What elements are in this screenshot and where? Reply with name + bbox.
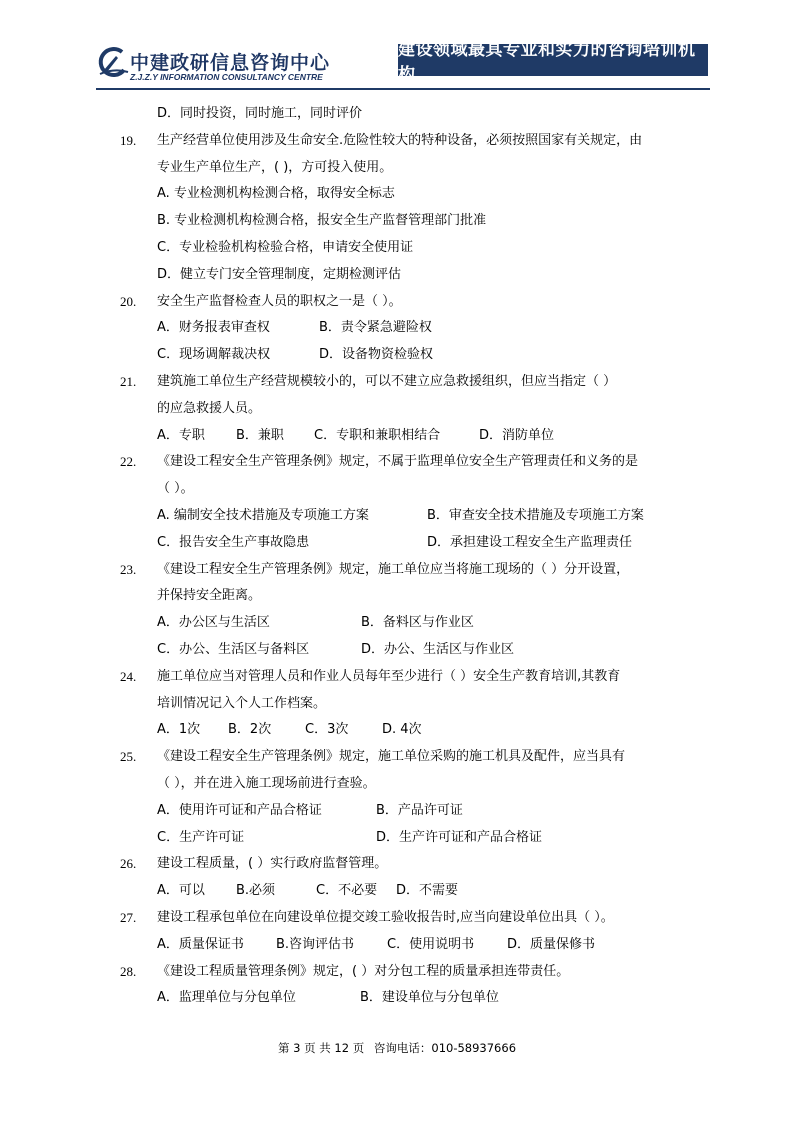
options-line [120, 503, 720, 530]
question-number: 26. [120, 856, 137, 872]
question-number: 19. [120, 132, 137, 148]
answer-option: C．使用说明书 [387, 936, 475, 952]
question-text: 安全生产监督检查人员的职权之一是（ ）。 [157, 293, 402, 309]
answer-option: D. 4次 [382, 722, 422, 738]
answer-option: A．质量保证书 [157, 936, 244, 952]
question-text: 施工单位应当对管理人员和作业人员每年至少进行（ ）安全生产教育培训,其教育 [157, 668, 621, 684]
answer-option: D．同时投资，同时施工，同时评价 [157, 106, 363, 121]
answer-option: A．1次 [157, 722, 201, 738]
options-line [120, 342, 720, 369]
question-text: 建筑施工单位生产经营规模较小的，可以不建立应急救援组织，但应当指定（ ） [157, 373, 617, 389]
question-line-cont [120, 155, 720, 182]
answer-option: B.咨询评估书 [276, 936, 355, 952]
options-line [120, 208, 720, 235]
options-line [120, 101, 720, 128]
question-line [120, 557, 720, 584]
answer-option: B.必须 [236, 883, 276, 899]
question-text: 的应急救援人员。 [157, 400, 262, 416]
question-text: （ ）。 [157, 481, 194, 497]
contact-phone: 咨询电话：010-58937666 [373, 1041, 517, 1055]
answer-option: C．报告安全生产事故隐患 [157, 534, 310, 550]
question-line-cont [120, 771, 720, 798]
question-number: 20. [120, 293, 137, 309]
options-line [120, 315, 720, 342]
answer-option: D．消防单位 [479, 427, 555, 443]
question-text: 并保持安全距离。 [157, 588, 262, 604]
answer-option: B．产品许可证 [376, 802, 463, 818]
answer-option: A．财务报表审查权 [157, 320, 270, 336]
question-list [120, 101, 720, 1012]
logo [96, 46, 396, 86]
options-line [120, 717, 720, 744]
question-number: 25. [120, 749, 137, 765]
question-text: 《建设工程安全生产管理条例》规定，不属于监理单位安全生产管理责任和义务的是 [157, 454, 639, 470]
question-line-cont [120, 396, 720, 423]
question-number: 22. [120, 454, 137, 470]
question-text: （ ），并在进入施工现场前进行查验。 [157, 775, 376, 791]
question-number: 23. [120, 561, 137, 577]
answer-option: B．责令紧急避险权 [319, 320, 432, 336]
options-line [120, 985, 720, 1012]
question-number: 21. [120, 373, 137, 389]
question-line [120, 369, 720, 396]
question-line [120, 851, 720, 878]
question-number: 27. [120, 909, 137, 925]
options-line [120, 262, 720, 289]
answer-option: B. 专业检测机构检测合格，报安全生产监督管理部门批准 [157, 213, 487, 229]
answer-option: C．办公、生活区与备料区 [157, 641, 310, 657]
answer-option: A．办公区与生活区 [157, 615, 270, 631]
logo-text-en: Z.J.Z.Y INFORMATION CONSULTANCY CENTRE [130, 72, 323, 82]
question-line-cont [120, 691, 720, 718]
options-line [120, 235, 720, 262]
options-line [120, 637, 720, 664]
question-text: 《建设工程安全生产管理条例》规定，施工单位采购的施工机具及配件，应当具有 [157, 749, 626, 765]
question-number: 28. [120, 963, 137, 979]
page-footer [0, 1040, 794, 1056]
answer-option: B．备料区与作业区 [361, 615, 474, 631]
question-text: 生产经营单位使用涉及生命安全.危险性较大的特种设备，必须按照国家有关规定，由 [157, 132, 643, 148]
question-text: 建设工程质量，( ）实行政府监督管理。 [157, 856, 388, 872]
answer-option: A．可以 [157, 883, 205, 899]
answer-option: C．3次 [305, 722, 349, 738]
question-line-cont [120, 476, 720, 503]
answer-option: B．审查安全技术措施及专项施工方案 [427, 507, 644, 523]
options-line [120, 530, 720, 557]
answer-option: A．使用许可证和产品合格证 [157, 802, 322, 818]
answer-option: C．专职和兼职相结合 [314, 427, 441, 443]
answer-option: A．专职 [157, 427, 205, 443]
options-line [120, 423, 720, 450]
header-divider [96, 88, 710, 90]
answer-option: B．兼职 [236, 427, 284, 443]
options-line [120, 932, 720, 959]
answer-option: D．生产许可证和产品合格证 [376, 829, 543, 845]
question-line [120, 128, 720, 155]
answer-option: C．生产许可证 [157, 829, 245, 845]
question-number: 24. [120, 668, 137, 684]
question-text: 专业生产单位生产，( )，方可投入使用。 [157, 159, 393, 175]
answer-option: D．办公、生活区与作业区 [361, 641, 515, 657]
answer-option: D．承担建设工程安全生产监理责任 [427, 534, 633, 550]
question-line [120, 664, 720, 691]
options-line [120, 825, 720, 852]
answer-option: C．不必要 [316, 883, 378, 899]
answer-option: C．现场调解裁决权 [157, 347, 271, 363]
options-line [120, 798, 720, 825]
question-text: 建设工程承包单位在向建设单位提交竣工验收报告时,应当向建设单位出具（ ）。 [157, 909, 614, 925]
logo-text-cn: 中建政研信息咨询中心 [130, 52, 331, 74]
answer-option: A. 编制安全技术措施及专项施工方案 [157, 507, 369, 523]
header-slogan: 建设领域最具专业和实力的咨询培训机构 [398, 44, 708, 76]
options-line [120, 610, 720, 637]
answer-option: D．质量保修书 [507, 936, 596, 952]
question-line [120, 289, 720, 316]
question-line-cont [120, 583, 720, 610]
answer-option: D．设备物资检验权 [319, 347, 434, 363]
answer-option: A．监理单位与分包单位 [157, 990, 296, 1006]
answer-option: A. 专业检测机构检测合格，取得安全标志 [157, 186, 395, 202]
question-text: 《建设工程安全生产管理条例》规定，施工单位应当将施工现场的（ ）分开设置， [157, 561, 630, 577]
options-line [120, 878, 720, 905]
page-number: 第 3 页 共 12 页 [277, 1041, 365, 1055]
question-line [120, 959, 720, 986]
answer-option: B．建设单位与分包单位 [360, 990, 499, 1006]
answer-option: D．健立专门安全管理制度，定期检测评估 [157, 266, 402, 282]
question-line [120, 744, 720, 771]
question-text: 《建设工程质量管理条例》规定，( ）对分包工程的质量承担连带责任。 [157, 963, 570, 979]
page-header [96, 40, 710, 90]
answer-option: D．不需要 [396, 883, 459, 899]
logo-icon [96, 46, 130, 80]
answer-option: B．2次 [228, 722, 272, 738]
question-text: 培训情况记入个人工作档案。 [157, 695, 327, 711]
options-line [120, 181, 720, 208]
question-line [120, 449, 720, 476]
answer-option: C．专业检验机构检验合格，申请安全使用证 [157, 239, 414, 255]
question-line [120, 905, 720, 932]
